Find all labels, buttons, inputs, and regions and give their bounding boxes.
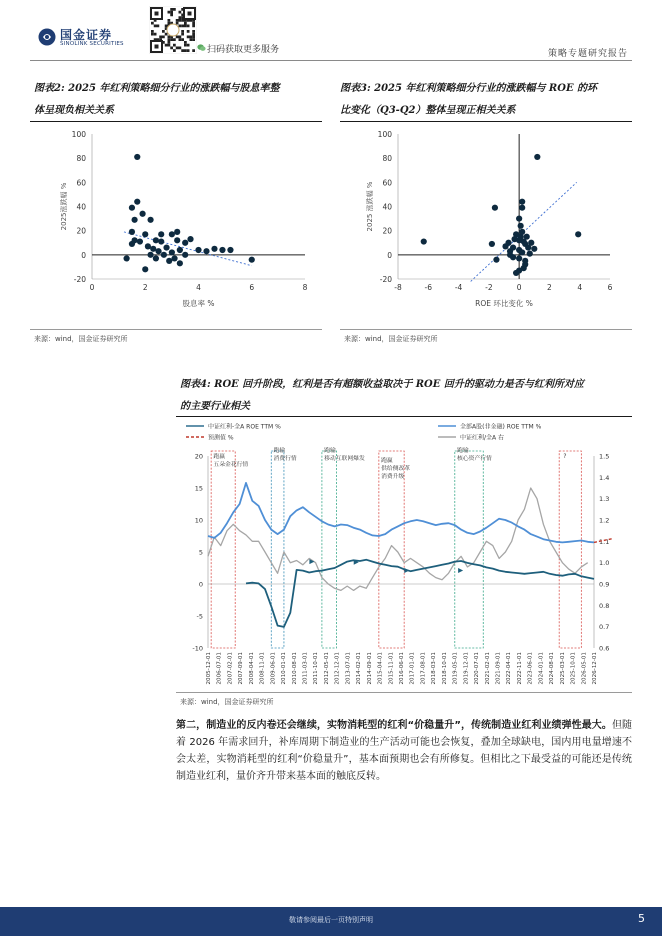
qr-caption: 扫码获取更多服务	[207, 45, 280, 55]
data-point	[518, 223, 524, 229]
qr-module	[187, 49, 190, 52]
data-point	[522, 261, 528, 267]
period-annotation: 核心资产行情	[457, 456, 492, 462]
period-annotation: 跑赢	[213, 454, 226, 460]
period-box	[379, 451, 404, 648]
data-point	[137, 238, 143, 244]
qr-module	[170, 14, 173, 17]
qr-module	[168, 11, 171, 14]
x-tick-label: 6	[249, 283, 255, 292]
qr-module	[168, 22, 171, 25]
x-tick-label: 2018-10-01	[441, 652, 448, 685]
qr-module	[168, 36, 171, 39]
data-point	[153, 255, 159, 261]
data-point	[145, 243, 151, 249]
qr-module	[179, 38, 182, 41]
qr-module	[190, 38, 193, 41]
qr-module	[179, 47, 182, 50]
figure2-title: 图表2: 2025 年红利策略细分行业的涨跌幅与股息率整 体呈现负相关关系	[34, 83, 280, 116]
qr-module	[168, 44, 171, 47]
logo-en: SINOLINK SECURITIES	[60, 41, 124, 47]
right-tick-label: 0.6	[599, 644, 610, 653]
figure2-bottom-rule	[30, 329, 322, 330]
figure3-bottom-rule	[340, 329, 632, 330]
x-tick-label: -4	[454, 283, 463, 292]
data-point	[195, 247, 201, 253]
data-point	[132, 237, 138, 243]
y-tick-label: 20	[382, 226, 392, 236]
qr-module	[192, 22, 195, 25]
x-tick-label: -8	[394, 283, 402, 292]
x-tick-label: 2026-12-01	[592, 652, 598, 685]
period-annotation: 跑输	[273, 448, 286, 454]
period-box	[559, 451, 581, 648]
right-tick-label: 0.9	[599, 580, 610, 589]
figure4-bottom-rule	[176, 692, 632, 693]
right-tick-label: 0.7	[599, 623, 610, 632]
period-annotation: 移动互联网爆发	[324, 456, 365, 462]
x-tick-label: 2017-01-01	[409, 652, 416, 685]
data-point	[142, 231, 148, 237]
qr-module	[168, 41, 171, 44]
qr-module	[179, 25, 182, 28]
dividend-roe-diff-line	[246, 560, 594, 627]
data-point	[153, 237, 159, 243]
figure2-scatter-chart	[30, 124, 322, 327]
x-tick-label: 2022-11-01	[516, 652, 523, 685]
qr-module	[176, 36, 179, 39]
x-tick-label: 2008-04-01	[248, 652, 255, 685]
qr-module	[190, 36, 193, 39]
data-point	[219, 247, 225, 253]
right-tick-label: 1.5	[599, 452, 610, 461]
x-tick-label: 2007-09-01	[238, 652, 245, 685]
period-annotation: 供给侧改革	[381, 466, 411, 472]
qr-module	[179, 11, 182, 14]
x-tick-label: 2026-05-01	[581, 652, 588, 685]
y-tick-label: -20	[73, 275, 86, 284]
data-point	[163, 244, 169, 250]
x-tick-label: 2017-08-01	[420, 652, 427, 685]
data-point	[519, 249, 525, 255]
figure3-title-rule	[340, 121, 632, 122]
right-tick-label: 1.0	[599, 559, 610, 568]
sinolink-logo-icon	[38, 28, 56, 46]
x-tick-label: 2013-07-01	[345, 652, 352, 685]
qr-module	[181, 38, 184, 41]
data-point	[177, 260, 183, 266]
qr-module	[173, 49, 176, 52]
data-point	[519, 199, 525, 205]
qr-module	[170, 8, 173, 11]
page-number: 5	[638, 912, 645, 925]
x-tick-label: 0	[89, 283, 95, 292]
data-point	[512, 236, 518, 242]
qr-module	[168, 38, 171, 41]
y-tick-label: 60	[382, 178, 392, 188]
data-point	[147, 252, 153, 258]
data-point	[492, 205, 498, 211]
period-box	[211, 451, 235, 648]
x-axis-title: ROE 环比变化 %	[475, 299, 533, 308]
qr-module	[192, 36, 195, 39]
qr-module	[170, 47, 173, 50]
data-point	[249, 257, 255, 263]
data-point	[158, 231, 164, 237]
x-tick-label: 2010-08-01	[291, 652, 298, 685]
data-point	[161, 252, 167, 258]
y-tick-label: 0	[81, 250, 86, 260]
data-point	[142, 266, 148, 272]
data-point	[129, 205, 135, 211]
qr-module	[173, 44, 176, 47]
x-tick-label: 2	[547, 283, 552, 292]
data-point	[150, 246, 156, 252]
data-point	[169, 249, 175, 255]
data-point	[519, 205, 525, 211]
data-point	[502, 243, 508, 249]
left-tick-label: 5	[198, 548, 203, 557]
x-tick-label: 2025-10-01	[570, 652, 577, 685]
x-tick-label: 2009-06-01	[270, 652, 277, 685]
x-tick-label: 4	[196, 283, 201, 292]
data-point	[134, 199, 140, 205]
x-tick-label: 4	[577, 283, 583, 292]
legend-label: 中证红利/全A 右	[460, 434, 505, 442]
x-tick-label: 2020-07-01	[474, 652, 481, 685]
data-point	[129, 229, 135, 235]
qr-module	[179, 16, 182, 19]
period-annotation: 跑输	[324, 448, 336, 454]
all-a-roe-line	[208, 483, 594, 543]
data-point	[139, 211, 145, 217]
x-tick-label: 2006-07-01	[216, 652, 223, 685]
qr-module	[181, 30, 184, 33]
footer-disclaimer[interactable]: 敬请参阅最后一页特别声明	[289, 916, 373, 924]
x-tick-label: 2022-04-01	[506, 652, 513, 685]
left-tick-label: -10	[192, 644, 203, 653]
qr-module	[192, 49, 195, 52]
data-point	[531, 246, 537, 252]
figure2-source: 来源：wind，国金证券研究所	[34, 335, 128, 343]
body-paragraph	[176, 717, 632, 785]
legend-label: 预测值 %	[208, 434, 234, 442]
x-tick-label: 2008-11-01	[259, 652, 266, 685]
data-point	[513, 270, 519, 276]
qr-module	[192, 38, 195, 41]
right-tick-label: 1.4	[599, 473, 610, 482]
data-point	[489, 241, 495, 247]
x-tick-label: 6	[607, 283, 613, 292]
x-tick-label: 2015-04-01	[377, 652, 384, 685]
data-point	[169, 231, 175, 237]
paragraph-rest: 但随着 2026 年需求回升，补库周期下制造业的生产活动可能也会恢复，叠加全球缺电，国内用电量增速不会太差，实物消耗型的红利“价稳量升”，基本面预期也会有所修复。但相比之下最受益的可能还是传统制造业红利，量价齐升带来基本面的触底反转。	[176, 720, 633, 782]
x-tick-label: 2024-01-01	[538, 652, 545, 685]
x-tick-label: 2005-12-01	[206, 652, 212, 685]
figure4-line-chart	[176, 418, 632, 690]
left-tick-label: 0	[198, 580, 203, 589]
period-annotation: 跑赢	[381, 458, 393, 464]
y-tick-label: -20	[379, 275, 392, 284]
data-point	[493, 257, 499, 263]
y-tick-label: 0	[387, 250, 392, 260]
logo-cn: 国金证券	[60, 28, 113, 42]
data-point	[516, 215, 522, 221]
x-tick-label: -2	[485, 283, 493, 292]
legend-label: 中证红利-全A ROE TTM %	[208, 423, 281, 431]
data-point	[182, 240, 188, 246]
y-tick-label: 40	[76, 202, 86, 212]
x-tick-label: 2021-02-01	[484, 652, 491, 685]
qr-module	[184, 25, 187, 28]
x-tick-label: 2025-03-01	[559, 652, 566, 685]
qr-module	[184, 44, 187, 47]
x-tick-label: 2010-01-01	[281, 652, 288, 685]
data-point	[211, 246, 217, 252]
y-tick-label: 80	[76, 154, 86, 164]
trend-arrow	[404, 568, 409, 573]
qr-finder-core	[155, 45, 159, 49]
qr-module	[170, 38, 173, 41]
qr-module	[187, 36, 190, 39]
figure3-source: 来源：wind，国金证券研究所	[344, 335, 438, 343]
y-tick-label: 100	[71, 130, 86, 139]
period-box	[271, 451, 284, 648]
qr-module	[176, 19, 179, 22]
qr-module	[173, 8, 176, 11]
qr-module	[162, 36, 165, 39]
y-tick-label: 20	[76, 226, 86, 236]
qr-module	[192, 33, 195, 36]
qr-finder-core	[155, 12, 159, 16]
left-tick-label: -5	[196, 612, 203, 621]
x-tick-label: 2018-03-01	[431, 652, 438, 685]
y-axis-title: 2025 涨跌幅 %	[366, 181, 374, 232]
data-point	[166, 258, 172, 264]
paragraph-lead: 第二，制造业的反内卷还会继续，实物消耗型的红利“价稳量升”，传统制造业红利业绩弹性最大。	[176, 720, 612, 731]
data-point	[528, 240, 534, 246]
data-point	[203, 248, 209, 254]
qr-module	[184, 41, 187, 44]
qr-module	[170, 11, 173, 14]
y-tick-label: 80	[382, 154, 392, 164]
data-point	[134, 154, 140, 160]
x-tick-label: 0	[516, 283, 522, 292]
x-tick-label: 2014-09-01	[366, 652, 373, 685]
qr-module	[187, 44, 190, 47]
qr-module	[159, 36, 162, 39]
x-axis-title: 股息率 %	[182, 299, 215, 308]
y-tick-label: 40	[382, 202, 392, 212]
figure2-title-rule	[30, 121, 322, 122]
data-point	[524, 234, 530, 240]
qr-center-logo	[167, 24, 179, 36]
x-tick-label: 2	[142, 283, 148, 292]
qr-module	[181, 33, 184, 36]
data-point	[177, 247, 183, 253]
qr-module	[181, 49, 184, 52]
x-tick-label: 2019-05-01	[452, 652, 459, 685]
data-point	[227, 247, 233, 253]
qr-module	[187, 25, 190, 28]
qr-module	[176, 47, 179, 50]
data-point	[174, 237, 180, 243]
x-tick-label: 2023-06-01	[527, 652, 534, 685]
period-annotation: 消费升级	[381, 474, 405, 480]
qr-module	[151, 30, 154, 33]
figure3-title: 图表3: 2025 年红利策略细分行业的涨跌幅与 ROE 的环 比变化（Q3-Q2）整体呈现正相关关系	[340, 83, 598, 116]
data-point	[174, 229, 180, 235]
qr-module	[192, 25, 195, 28]
x-tick-label: 2021-09-01	[495, 652, 502, 685]
qr-module	[154, 25, 157, 28]
qr-module	[176, 22, 179, 25]
x-tick-label: 2015-11-01	[388, 652, 395, 685]
qr-code-icon[interactable]	[149, 6, 197, 54]
x-tick-label: 2007-02-01	[227, 652, 234, 685]
qr-module	[184, 22, 187, 25]
x-tick-label: 2019-12-01	[463, 652, 470, 685]
right-tick-label: 1.3	[599, 495, 610, 504]
x-tick-label: 2024-08-01	[549, 652, 556, 685]
left-tick-label: 15	[194, 484, 203, 493]
qr-module	[165, 25, 168, 28]
data-point	[124, 255, 130, 261]
qr-module	[165, 44, 168, 47]
ratio-series-line	[208, 488, 588, 590]
qr-module	[154, 33, 157, 36]
data-point	[534, 154, 540, 160]
period-annotation: 消费行情	[273, 456, 297, 462]
period-box	[455, 451, 483, 648]
y-axis-title: 2025涨跌幅 %	[60, 182, 68, 231]
wechat-icon	[197, 43, 206, 52]
qr-module	[157, 25, 160, 28]
x-tick-label: -6	[424, 283, 433, 292]
qr-module	[179, 19, 182, 22]
x-tick-label: 2012-05-01	[323, 652, 330, 685]
data-point	[171, 255, 177, 261]
qr-module	[165, 33, 168, 36]
x-tick-label: 2011-03-01	[302, 652, 309, 685]
qr-module	[184, 49, 187, 52]
data-point	[516, 255, 522, 261]
data-point	[527, 251, 533, 257]
x-tick-label: 2011-10-01	[313, 652, 320, 685]
period-annotation: 五朵金花行情	[213, 462, 249, 468]
left-tick-label: 10	[194, 516, 203, 525]
data-point	[575, 231, 581, 237]
data-point	[132, 217, 138, 223]
period-box	[322, 451, 337, 648]
qr-module	[151, 33, 154, 36]
data-point	[182, 252, 188, 258]
data-point	[158, 238, 164, 244]
data-point	[421, 238, 427, 244]
trend-arrow	[458, 568, 463, 573]
y-tick-label: 100	[377, 130, 392, 139]
right-tick-label: 0.8	[599, 601, 610, 610]
qr-module	[162, 30, 165, 33]
data-point	[510, 254, 516, 260]
figure3-scatter-chart	[340, 124, 632, 327]
x-tick-label: 8	[302, 283, 308, 292]
x-tick-label: 2014-02-01	[356, 652, 363, 685]
qr-module	[181, 25, 184, 28]
right-tick-label: 1.1	[599, 537, 610, 546]
y-tick-label: 60	[76, 178, 86, 188]
qr-finder-core	[188, 12, 192, 16]
x-tick-label: 2012-12-01	[334, 652, 341, 685]
data-point	[147, 217, 153, 223]
period-annotation: ?	[563, 454, 567, 460]
data-point	[507, 248, 513, 254]
figure4-title: 图表4: ROE 回升阶段，红利是否有超额收益取决于 ROE 回升的驱动力是否与红利所对应 的主要行业相关	[180, 379, 584, 412]
left-tick-label: 20	[194, 452, 203, 461]
header-divider	[30, 60, 632, 61]
x-tick-label: 2016-06-01	[399, 652, 405, 685]
qr-module	[168, 19, 171, 22]
figure4-source: 来源：wind，国金证券研究所	[180, 698, 274, 706]
period-annotation: 跑输	[457, 448, 469, 454]
right-tick-label: 1.2	[599, 516, 610, 525]
qr-module	[192, 30, 195, 33]
report-type: 策略专题研究报告	[548, 49, 629, 59]
qr-module	[151, 22, 154, 25]
qr-module	[179, 36, 182, 39]
legend-label: 全部A股(非金融) ROE TTM %	[460, 423, 542, 431]
qr-module	[173, 38, 176, 41]
data-point	[155, 248, 161, 254]
qr-module	[187, 30, 190, 33]
data-point	[187, 236, 193, 242]
